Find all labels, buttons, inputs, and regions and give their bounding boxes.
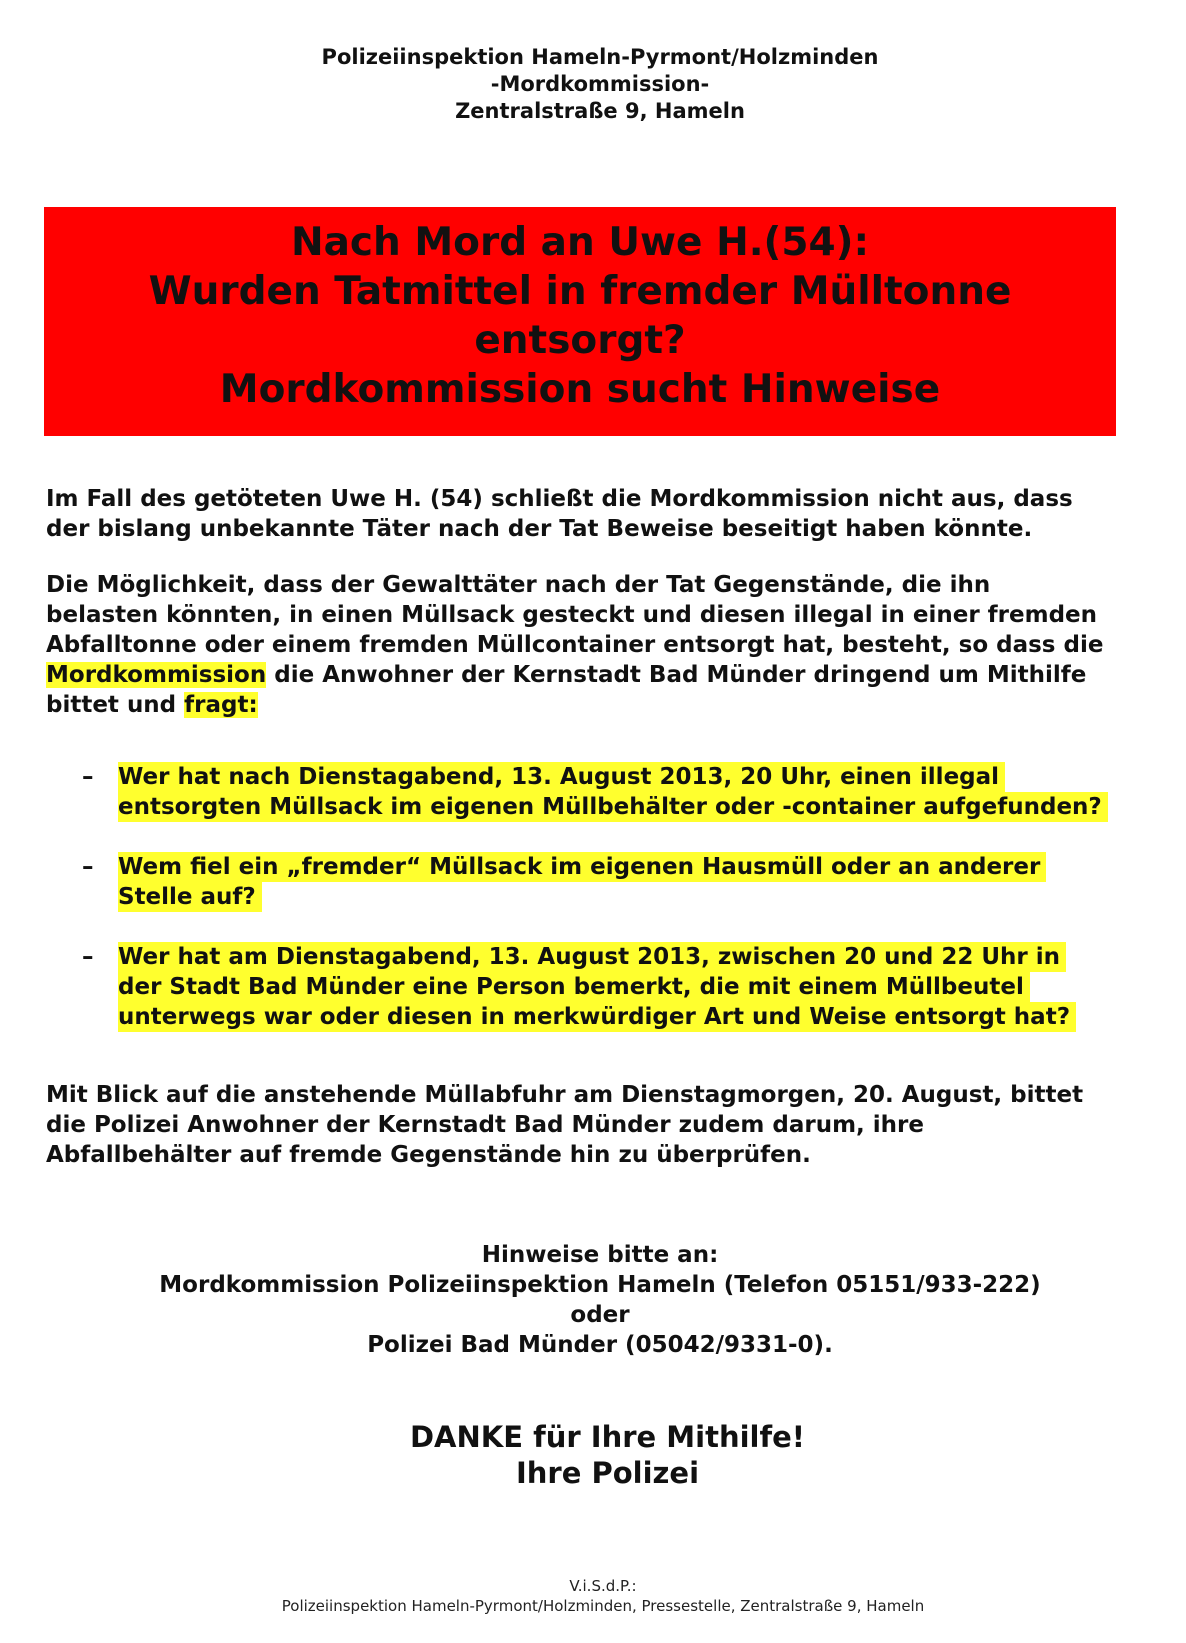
highlight-mordkommission: Mordkommission [46,662,267,688]
contact-or: oder [570,1302,630,1328]
thanks-block [0,1419,1186,1491]
waste-collection-paragraph: Mit Blick auf die anstehende Müllabfuhr am Dienstagmorgen, 20. August, bittet die Polizei Anwohner der Kernstadt Bad Münder zudem darum, ihre Abfallbehälter auf fremde Gegenstände hin zu überprüfen. [46,1082,1084,1168]
footer-press-office: Polizeiinspektion Hameln-Pyrmont/Holzminden, Pressestelle, Zentralstraße 9, Hameln [281,1597,925,1615]
signature-line: Ihre Polizei [515,1456,700,1490]
headline-banner [44,207,1116,436]
highlight-fragt: fragt: [184,692,258,718]
footer-visdp: V.i.S.d.P.: [569,1577,637,1595]
contact-block [0,1240,1186,1360]
appeal-paragraph: Die Möglichkeit, dass der Gewalttäter nach der Tat Gegenstände, die ihn belasten könnten, in einen Müllsack gesteckt und diesen illegal in einer fremden Abfalltonne oder einem fremden Müllcontainer entsorgt hat, besteht, so dass die Mordkommission die Anwohner der Kernstadt Bad Münder dringend um Mithilfe bittet und fragt: [46,572,1104,718]
dash-bullet: – [82,854,94,880]
headline-line-4: Mordkommission sucht Hinweise [219,367,941,412]
thanks-line: DANKE für Ihre Mithilfe! [409,1420,806,1454]
list-item [0,762,1186,822]
list-item [0,942,1186,1032]
header-authority: Polizeiinspektion Hameln-Pyrmont/Holzminden [321,45,879,69]
dash-bullet: – [82,764,94,790]
question-2: Wem fiel ein „fremder“ Müllsack im eigenen Hausmüll oder an anderer Stelle auf? [118,852,1178,912]
document-header [0,44,1186,125]
contact-mordkommission-phone: Mordkommission Polizeiinspektion Hameln (Telefon 05151/933-222) [159,1272,1041,1298]
headline-line-1: Nach Mord an Uwe H.(54): [290,220,870,265]
question-1: Wer hat nach Dienstagabend, 13. August 2013, 20 Uhr, einen illegal entsorgten Müllsack im eigenen Müllbehälter oder -container aufgefunden? [118,762,1178,822]
intro-paragraph: Im Fall des getöteten Uwe H. (54) schließt die Mordkommission nicht aus, dass der bislang unbekannte Täter nach der Tat Beweise beseitigt haben könnte. [46,486,1073,542]
question-3: Wer hat am Dienstagabend, 13. August 2013, zwischen 20 und 22 Uhr in der Stadt Bad Münder eine Person bemerkt, die mit einem Müllbeutel unterwegs war oder diesen in merkwürdiger Art und Weise entsorgt hat? [118,942,1178,1032]
document-footer [0,1576,1186,1616]
headline-line-2: Wurden Tatmittel in fremder Mülltonne [148,269,1012,314]
contact-bad-muender-phone: Polizei Bad Münder (05042/9331-0). [367,1332,833,1358]
list-item [0,852,1186,912]
questions-list [0,762,1186,1062]
header-address: Zentralstraße 9, Hameln [455,99,745,123]
header-department: -Mordkommission- [490,72,710,96]
dash-bullet: – [82,944,94,970]
contact-heading: Hinweise bitte an: [481,1242,719,1268]
headline-line-3: entsorgt? [474,318,686,363]
